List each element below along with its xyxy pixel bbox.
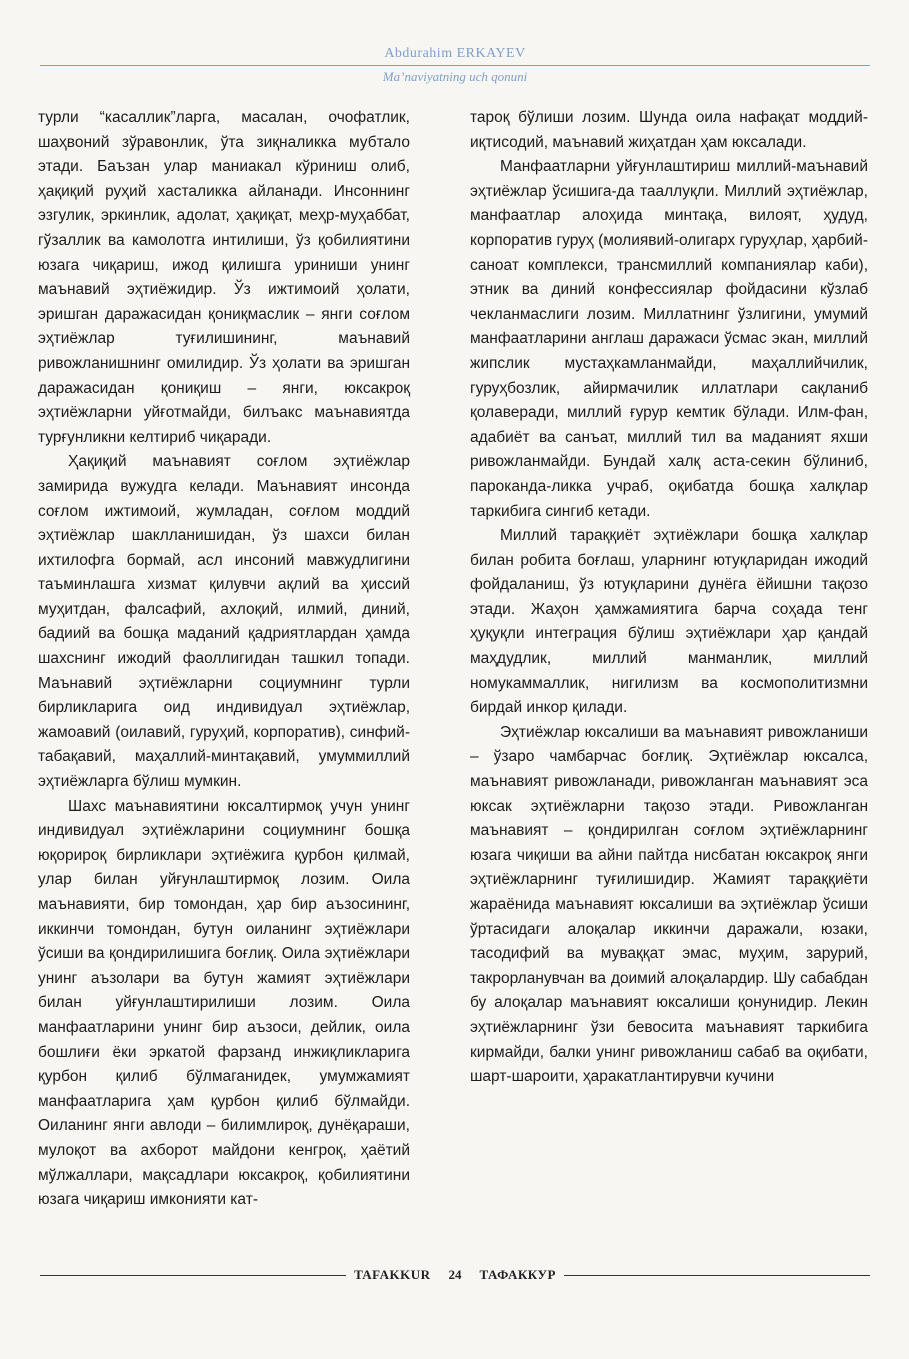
header-subtitle: Ma’naviyatning uch qonuni xyxy=(382,69,528,84)
right-text-column xyxy=(470,106,868,1090)
header-author: Abdurahim ERKAYEV xyxy=(384,46,526,61)
footer-journal-cyrillic: ТАФАККУР xyxy=(479,1267,556,1282)
left-text-column xyxy=(38,106,410,1213)
paragraph: Ҳақиқий маънавият соғлом эҳтиёжлар замирида вужудга келади. Маънавият инсонда соғлом ижтимоий, жумладан, соғлом моддий эҳтиёжлар шаклланишидан, ўз шахси билан ихтилофга бормай, асл инсоний мавжудлигини таъминлашга хизмат қилувчи ақлий ва ҳиссий муҳитдан, фалсафий, ахлоқий, илмий, диний, бадиий ва бошқа маданий қадриятлардан ҳамда шахснинг ижодий фаоллигидан ташкил топади. Маънавий эҳтиёжларни социумнинг турли бирликларига оид индивидуал эҳтиёжлар, жамоавий (оилавий, гуруҳий, корпоратив), синфий-табақавий, маҳаллий-минтақавий, умуммиллий эҳтиёжларга бўлиш мумкин. xyxy=(38,453,410,791)
footer-rule-left xyxy=(40,1275,346,1276)
running-header xyxy=(40,46,870,85)
paragraph: Манфаатларни уйғунлаштириш миллий-маънавий эҳтиёжлар ўсишига-да тааллуқли. Миллий эҳтиёжлар, манфаатлар алоҳида минтақа, вилоят, ҳудуд, корпоратив гуруҳ (молиявий-олигарх гуруҳлар, ҳарбий-саноат комплекси, трансмиллий компаниялар каби), этник ва диний конфессиялар фойдасини кўзлаб чекланмаслиги лозим. Миллатнинг ўзлигини, умумий манфаатларини англаш даражаси ўсмас экан, миллий жипслик мустаҳкамланмайди, маҳаллийчилик, гуруҳбозлик, айирмачилик иллатлари сақланиб қолаверади, миллий ғурур кемтик бўлади. Илм-фан, адабиёт ва санъат, миллий тил ва маданият яхши ривожланмайди. Бундай халқ аста-секин бўлиниб, пароканда-ликка учраб, оқибатда бошқа халқлар таркибига сингиб кетади. xyxy=(470,158,868,520)
page-number: 24 xyxy=(448,1267,462,1282)
paragraph: Эҳтиёжлар юксалиши ва маънавият ривожланиши – ўзаро чамбарчас боғлиқ. Эҳтиёжлар юксалса, маънавият ривожланади, ривожланган маънавият эса юксак эҳтиёжларни тақозо этади. Ривожланган маънавият – қондирилган соғлом эҳтиёжларнинг юзага чиқиши ва айни пайтда нисбатан юксакроқ янги эҳтиёжларнинг туғилишидир. Жамият тараққиёти жараёнида маънавият юксалиши ва эҳтиёжлар ўсиши ўртасидаги алоқалар иккинчи даражали, юзаки, тасодифий ва муваққат эмас, муҳим, зарурий, такрорланувчан ва доимий алоқалардир. Шу сабабдан бу алоқалар маънавият юксалиши қонунидир. Лекин эҳтиёжларнинг ўзи бевосита маънавият таркибига кирмайди, балки унинг ривожланиш сабаб ва оқибати, шарт-шароити, ҳаракатлантирувчи кучини xyxy=(470,723,868,1086)
paragraph: Миллий тараққиёт эҳтиёжлари бошқа халқлар билан робита боғлаш, уларнинг ютуқларидан ижодий фойдаланиш, ўз ютуқларини дунёга ёйишни тақозо этади. Жаҳон ҳамжамиятига барча соҳада тенг ҳуқуқли интеграция бўлиш эҳтиёжлари ҳар қандай маҳдудлик, миллий манманлик, миллий номукаммаллик, нигилизм ва космополитизмни бирдай инкор қилади. xyxy=(470,527,868,717)
header-rule xyxy=(40,65,870,66)
paragraph: тароқ бўлиши лозим. Шунда оила нафақат моддий-иқтисодий, маънавий жиҳатдан ҳам юксалади. xyxy=(470,109,868,151)
paragraph: Шахс маънавиятини юксалтирмоқ учун унинг индивидуал эҳтиёжларини социумнинг бошқа юқорироқ бирликлари эҳтиёжига қурбон қилмай, улар билан уйғунлаштирмоқ лозим. Оила маънавияти, бир томондан, ҳар бир аъзосининг, иккинчи томондан, бутун оиланинг эҳтиёжлари ўсиши ва қондирилишига боғлиқ. Оила эҳтиёжлари унинг аъзолари ва бутун жамият эҳтиёжлари билан уйғунлаштирилиши лозим. Оила манфаатларини унинг бир аъзоси, дейлик, оила бошлиғи ёки эркатой фарзанд инжиқликларига қурбон қилиб бўлмаганидек, умумжамият манфаатларига ҳам қурбон қилиб бўлмайди. Оиланинг янги авлоди – билимлироқ, дунёқараши, мулоқот ва ахборот майдони кенгроқ, ҳаётий мўлжаллари, мақсадлари юксакроқ, қобилиятини юзага чиқариш имконияти кат- xyxy=(38,797,410,1209)
paragraph: турли “касаллик”ларга, масалан, очофатлик, шаҳвоний зўравонлик, ўта зиқналикка мубтало этади. Баъзан улар маниакал кўриниш олиб, ҳақиқий руҳий хасталикка айланади. Инсоннинг эзгулик, эркинлик, адолат, ҳақиқат, меҳр-муҳаббат, гўзаллик ва камолотга интилиши, ўз қобилиятини юзага чиқариш, ижод қилишга уриниши унинг маънавий эҳтиёжидир. Ўз ижтимоий ҳолати, эришган даражасидан қониқмаслик – янги соғлом эҳтиёжлар туғилишининг, маънавий ривожланишнинг омилидир. Ўз ҳолати ва эришган даражасидан қониқиш – янги, юксакроқ эҳтиёжларни уйғотмайди, билъакс маънавиятда турғунликни келтириб чиқаради. xyxy=(38,109,410,446)
footer-journal-latin: TAFAKKUR xyxy=(354,1267,431,1282)
page-footer xyxy=(40,1265,870,1285)
footer-rule-right xyxy=(564,1275,870,1276)
